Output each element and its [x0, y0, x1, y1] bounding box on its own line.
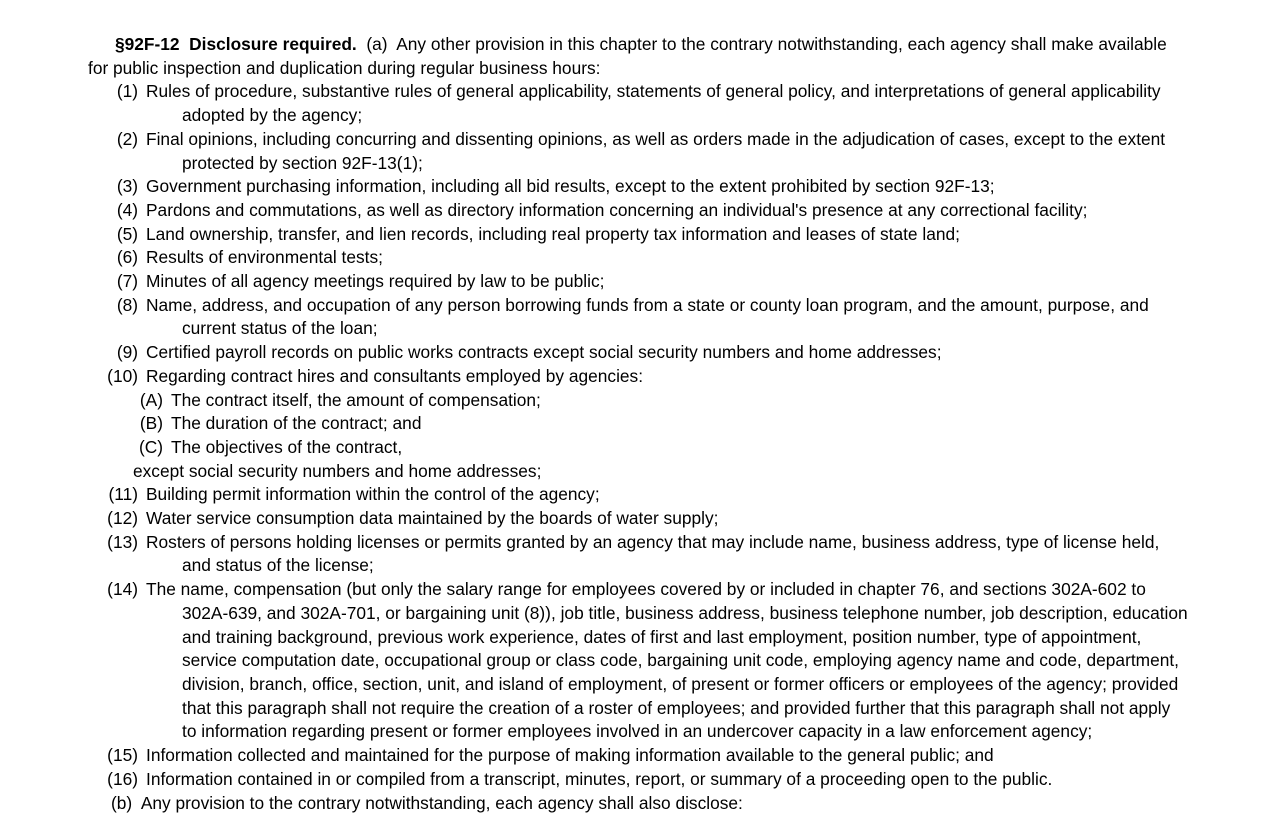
list-item — [88, 246, 1188, 270]
list-item-text: Final opinions, including concurring and dissenting opinions, as well as orders made in the adjudication of cases, except to the extent protected by section 92F-13(1); — [146, 129, 1165, 173]
list-item-text: Pardons and commutations, as well as directory information concerning an individual's presence at any correctional facility; — [146, 200, 1087, 220]
list-item-text: Information contained in or compiled from a transcript, minutes, report, or summary of a proceeding open to the public. — [146, 769, 1052, 789]
list-item-number: (14) — [88, 578, 138, 602]
list-item — [88, 80, 1188, 127]
list-item — [88, 365, 1188, 389]
list-item-text: Rosters of persons holding licenses or permits granted by an agency that may include name, business address, type of license held, and status of the license; — [146, 532, 1159, 576]
list-item-text: Certified payroll records on public works contracts except social security numbers and home addresses; — [146, 342, 942, 362]
list-item — [88, 341, 1188, 365]
list-item-text: Government purchasing information, including all bid results, except to the extent prohibited by section 92F-13; — [146, 176, 995, 196]
list-subitem-number: (A) — [133, 389, 163, 413]
list-item — [88, 128, 1188, 175]
statute-item-list — [88, 80, 1188, 791]
statute-intro-paragraph — [88, 33, 1188, 80]
list-item-number: (13) — [88, 531, 138, 555]
list-item-number: (15) — [88, 744, 138, 768]
list-item — [88, 223, 1188, 247]
list-item-number: (5) — [88, 223, 138, 247]
list-item-number: (4) — [88, 199, 138, 223]
list-item-number: (6) — [88, 246, 138, 270]
statute-subsection-b: (b) Any provision to the contrary notwithstanding, each agency shall also disclose: — [88, 792, 1188, 815]
list-subitem — [88, 436, 1188, 460]
list-item-text: The name, compensation (but only the salary range for employees covered by or included in chapter 76, and sections 302A-602 to 302A-639, and 302A-701, or bargaining unit (8)), job title, business address, business telephone number, job description, education and training background, previous work experience, dates of first and last employment, position number, type of appointment, service computation date, occupational group or class code, bargaining unit code, employing agency name and code, department, division, branch, office, section, unit, and island of employment, of present or former officers or employees of the agency; provided that this paragraph shall not require the creation of a roster of employees; and provided further that this paragraph shall not apply to information regarding present or former employees involved in an undercover capacity in a law enforcement agency; — [146, 579, 1188, 741]
list-item-text: Results of environmental tests; — [146, 247, 383, 267]
list-item-text: Information collected and maintained for the purpose of making information available to the general public; and — [146, 745, 994, 765]
list-item — [88, 483, 1188, 507]
list-item-text: Land ownership, transfer, and lien records, including real property tax information and leases of state land; — [146, 224, 960, 244]
list-item-text: Name, address, and occupation of any person borrowing funds from a state or county loan program, and the amount, purpose, and current status of the loan; — [146, 295, 1149, 339]
list-item-number: (2) — [88, 128, 138, 152]
list-item-number: (12) — [88, 507, 138, 531]
list-item — [88, 768, 1188, 792]
list-item-number: (11) — [88, 483, 138, 507]
list-item-text: Building permit information within the control of the agency; — [146, 484, 600, 504]
list-item — [88, 175, 1188, 199]
list-subitem-number: (C) — [133, 436, 163, 460]
list-subitem-text: The objectives of the contract, — [171, 437, 402, 457]
list-item-text: Minutes of all agency meetings required by law to be public; — [146, 271, 605, 291]
section-heading: §92F-12 Disclosure required. — [115, 34, 357, 54]
list-subitem — [88, 412, 1188, 436]
list-subitem-number: (B) — [133, 412, 163, 436]
statute-text-column — [88, 33, 1188, 815]
list-subitem-text: The contract itself, the amount of compensation; — [171, 390, 541, 410]
list-item-closing — [88, 460, 1188, 484]
list-item — [88, 270, 1188, 294]
list-item-number: (8) — [88, 294, 138, 318]
list-item-text: Rules of procedure, substantive rules of general applicability, statements of general policy, and interpretations of general applicability adopted by the agency; — [146, 81, 1161, 125]
list-item — [88, 578, 1188, 744]
list-subitem — [88, 389, 1188, 413]
list-item-number: (3) — [88, 175, 138, 199]
list-item-number: (9) — [88, 341, 138, 365]
list-item-number: (7) — [88, 270, 138, 294]
list-item-closing-text: except social security numbers and home addresses; — [133, 461, 541, 481]
list-item-text: Water service consumption data maintained by the boards of water supply; — [146, 508, 718, 528]
intro-text: (a) Any other provision in this chapter to the contrary notwithstanding, each agency shall make available for public inspection and duplication during regular business hours: — [88, 34, 1167, 78]
list-subitem-text: The duration of the contract; and — [171, 413, 421, 433]
list-item-number: (16) — [88, 768, 138, 792]
list-item-number: (10) — [88, 365, 138, 389]
list-item — [88, 199, 1188, 223]
list-item — [88, 744, 1188, 768]
list-item — [88, 507, 1188, 531]
list-item — [88, 531, 1188, 578]
list-item-text: Regarding contract hires and consultants employed by agencies: — [146, 366, 643, 386]
list-item-number: (1) — [88, 80, 138, 104]
list-item — [88, 294, 1188, 341]
